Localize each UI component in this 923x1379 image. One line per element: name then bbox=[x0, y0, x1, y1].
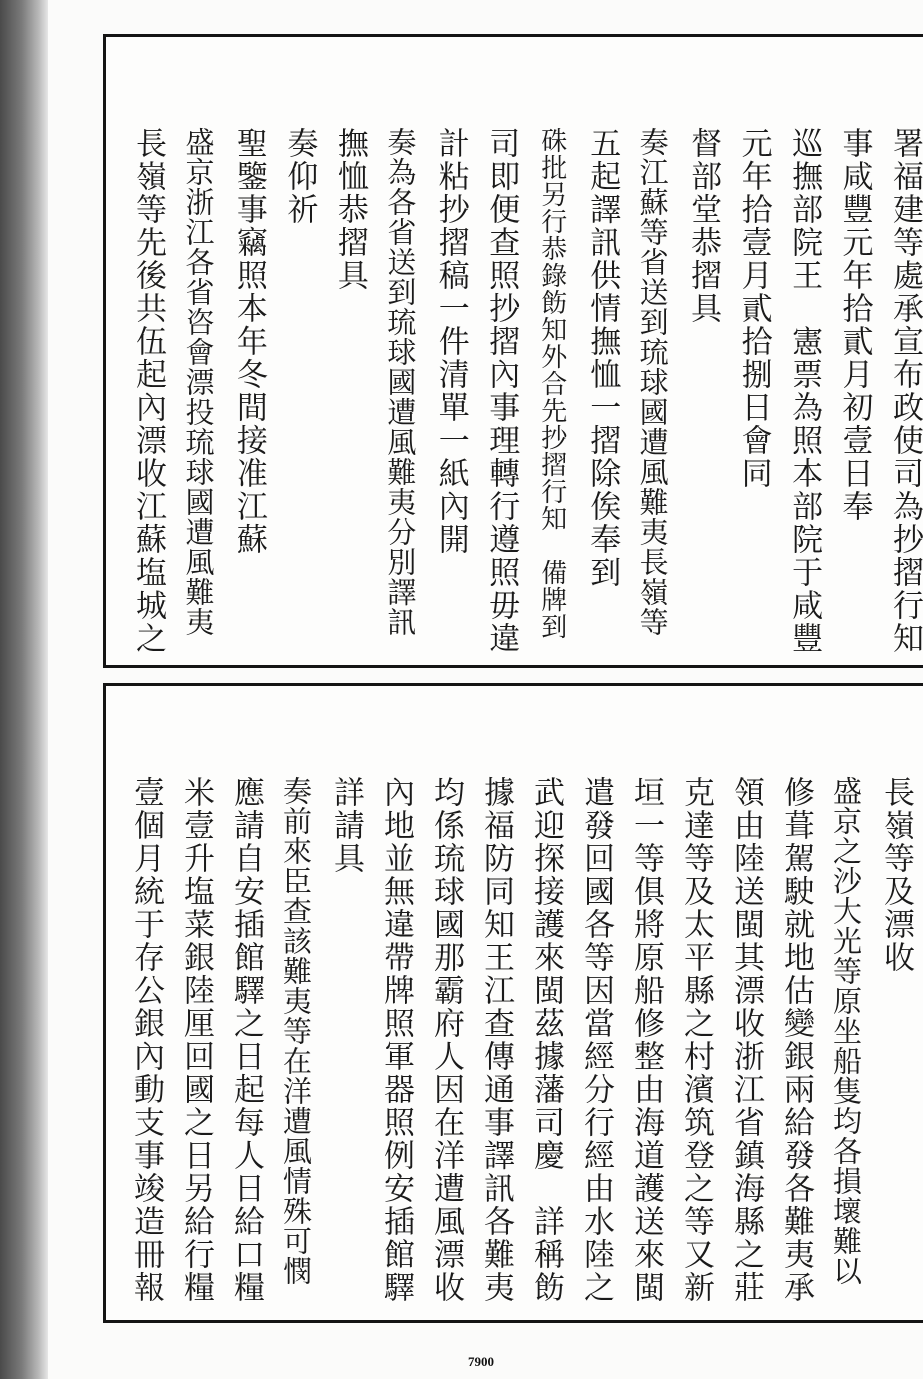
text-column: 據福防同知王江查傳通事譯訊各難夷 bbox=[478, 776, 514, 1304]
text-column: 米壹升塩菜銀陸厘回國之日另給行糧 bbox=[178, 776, 214, 1304]
text-column: 司即便查照抄摺內事理轉行遵照毋違 bbox=[483, 127, 520, 655]
text-column: 計粘抄摺稿一件清單一紙內開 bbox=[432, 127, 469, 556]
text-column: 撫恤恭摺具 bbox=[331, 127, 368, 292]
text-column: 聖鑒事竊照本年冬間接准江蘇 bbox=[230, 127, 267, 556]
text-column: 領由陸送閩其漂收浙江省鎮海縣之莊 bbox=[728, 776, 764, 1304]
text-column: 盛京之沙大光等原坐船隻均各損壞難以 bbox=[829, 776, 863, 1286]
text-column: 巡撫部院王 憲票為照本部院于咸豐 bbox=[786, 127, 823, 655]
text-column: 元年拾壹月貳拾捌日會同 bbox=[735, 127, 772, 490]
text-column: 垣一等俱將原船修整由海道護送來閩 bbox=[628, 776, 664, 1304]
text-column: 奏仰祈 bbox=[281, 127, 318, 226]
text-column: 事咸豐元年拾貳月初壹日奉 bbox=[836, 127, 873, 523]
text-column: 武迎探接護來閩茲據藩司慶 詳稱飭 bbox=[528, 776, 564, 1304]
text-column: 硃批另行恭錄飭知外合先抄摺行知 備牌到 bbox=[536, 127, 567, 640]
text-column: 應請自安插館驛之日起每人日給口糧 bbox=[228, 776, 264, 1304]
text-column: 督部堂恭摺具 bbox=[685, 127, 722, 325]
bottom-text-panel bbox=[103, 683, 923, 1323]
text-column: 五起譯訊供情撫恤一摺除俟奉到 bbox=[584, 127, 621, 589]
text-column: 奏為各省送到琉球國遭風難夷分別譯訊 bbox=[383, 127, 418, 637]
text-column: 奏前來臣查該難夷等在洋遭風情殊可憫 bbox=[279, 776, 313, 1286]
text-column: 長嶺等及漂收 bbox=[878, 776, 914, 974]
text-column: 署福建等處承宣布政使司為抄摺行知 bbox=[887, 127, 923, 655]
top-text-panel bbox=[103, 34, 923, 668]
text-column: 長嶺等先後共伍起內漂收江蘇塩城之 bbox=[130, 127, 166, 655]
document-page bbox=[48, 0, 923, 1379]
text-column: 均係琉球國那霸府人因在洋遭風漂收 bbox=[428, 776, 464, 1304]
text-column: 內地並無違帶牌照軍器照例安插館驛 bbox=[378, 776, 414, 1304]
text-column: 壹個月統于存公銀內動支事竣造冊報 bbox=[128, 776, 164, 1304]
text-column: 修葺駕駛就地估變銀兩給發各難夷承 bbox=[778, 776, 814, 1304]
text-column: 奏江蘇等省送到琉球國遭風難夷長嶺等 bbox=[635, 127, 670, 637]
text-column: 克達等及太平縣之村濱筑登之等又新 bbox=[678, 776, 714, 1304]
page-number: 7900 bbox=[468, 1354, 494, 1369]
text-column: 遣發回國各等因當經分行經由水陸之 bbox=[578, 776, 614, 1304]
book-binding-shadow bbox=[0, 0, 48, 1379]
text-column: 盛京浙江各省咨會漂投琉球國遭風難夷 bbox=[181, 127, 216, 637]
text-column: 詳請具 bbox=[328, 776, 364, 875]
